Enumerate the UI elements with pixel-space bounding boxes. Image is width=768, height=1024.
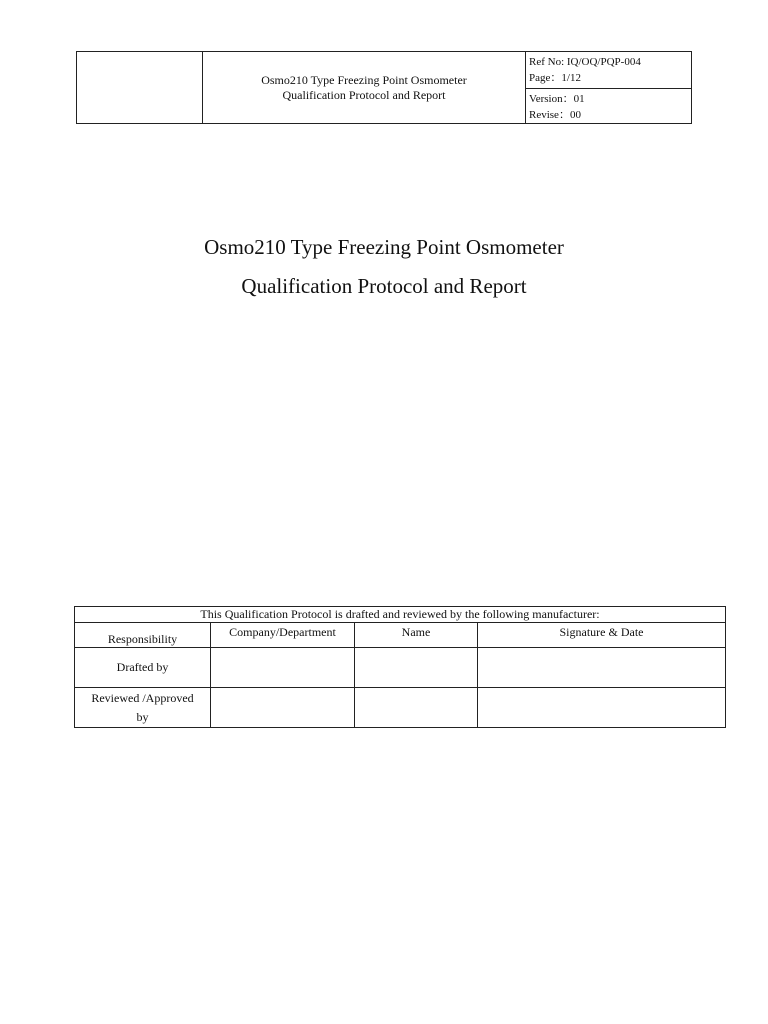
reviewed-signature-cell[interactable] <box>478 688 726 728</box>
header-title-cell <box>203 52 526 124</box>
approval-table-caption: This Qualification Protocol is drafted and reviewed by the following manufacturer: <box>75 607 726 623</box>
main-title-line2: Qualification Protocol and Report <box>241 274 527 298</box>
responsibility-reviewed-approved <box>75 688 211 728</box>
approval-table-header-row <box>75 623 726 648</box>
drafted-company-cell[interactable] <box>211 648 355 688</box>
reviewed-company-cell[interactable] <box>211 688 355 728</box>
reviewed-label-line2: by <box>136 709 149 724</box>
header-ref-page-cell <box>526 52 692 89</box>
drafted-name-cell[interactable] <box>355 648 478 688</box>
header-version: Version：01 <box>529 93 585 105</box>
header-page-number: Page：1/12 <box>529 72 581 84</box>
header-version-cell <box>526 89 692 124</box>
column-header-name: Name <box>355 623 478 648</box>
column-header-signature-date: Signature & Date <box>478 623 726 648</box>
header-title-line1: Osmo210 Type Freezing Point Osmometer <box>261 72 467 87</box>
responsibility-drafted-by: Drafted by <box>75 648 211 688</box>
header-logo-area <box>77 52 203 124</box>
document-header <box>76 51 692 124</box>
reviewed-label-line1: Reviewed /Approved <box>91 690 194 705</box>
table-row-reviewed <box>75 688 726 728</box>
approval-table <box>74 606 726 728</box>
header-revise: Revise：00 <box>529 109 581 121</box>
reviewed-name-cell[interactable] <box>355 688 478 728</box>
table-row-drafted <box>75 648 726 688</box>
header-title-line2: Qualification Protocol and Report <box>282 87 446 102</box>
column-header-company: Company/Department <box>211 623 355 648</box>
column-header-responsibility: Responsibility <box>75 623 211 648</box>
header-ref-no: Ref No: IQ/OQ/PQP-004 <box>529 56 641 68</box>
main-title-line1: Osmo210 Type Freezing Point Osmometer <box>204 235 564 259</box>
drafted-signature-cell[interactable] <box>478 648 726 688</box>
